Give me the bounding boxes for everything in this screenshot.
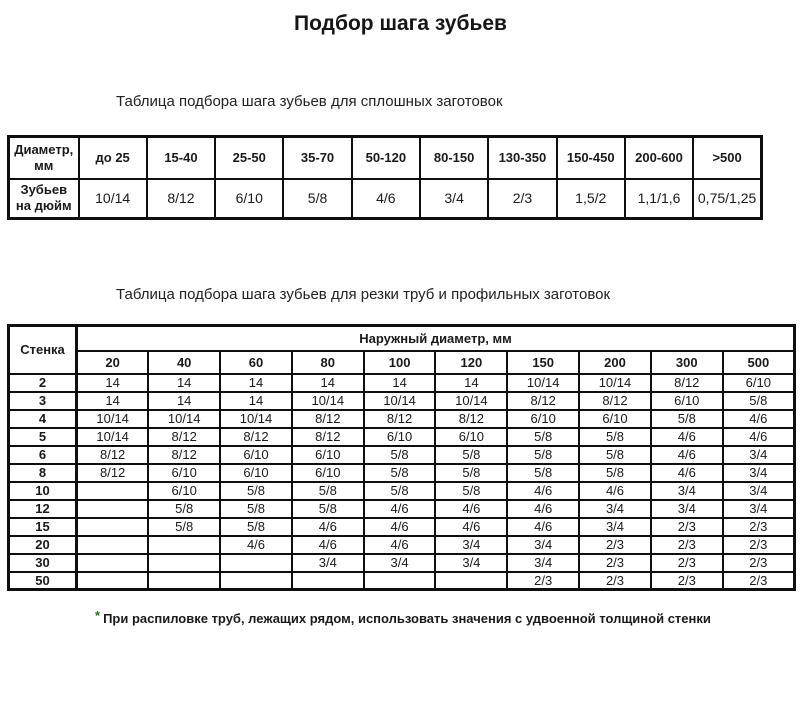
pitch-value-cell: 5/8 xyxy=(148,518,220,536)
pitch-value-cell: 4/6 xyxy=(435,518,507,536)
table-row xyxy=(9,518,795,536)
pitch-value-cell: 5/8 xyxy=(148,500,220,518)
diameter-range-header: 35-70 xyxy=(283,137,351,179)
pitch-value-cell: 2/3 xyxy=(723,536,795,554)
pitch-value-cell xyxy=(364,572,436,590)
wall-thickness-cell: 4 xyxy=(9,410,77,428)
pitch-value-cell: 5/8 xyxy=(364,446,436,464)
pitch-value-cell: 5/8 xyxy=(579,428,651,446)
pitch-value-cell: 4/6 xyxy=(292,518,364,536)
pitch-value-cell: 3/4 xyxy=(435,536,507,554)
outer-diameter-header: 300 xyxy=(651,351,723,374)
pitch-value-cell xyxy=(292,572,364,590)
wall-thickness-cell: 12 xyxy=(9,500,77,518)
pitch-value-cell xyxy=(220,554,292,572)
pitch-value-cell: 8/12 xyxy=(507,392,579,410)
pitch-value-cell: 8/12 xyxy=(77,464,149,482)
pitch-value-cell: 2/3 xyxy=(651,554,723,572)
pitch-value-cell: 3/4 xyxy=(292,554,364,572)
pitch-value-cell: 5/8 xyxy=(292,482,364,500)
table-row xyxy=(9,374,795,392)
pitch-value-cell: 2/3 xyxy=(507,572,579,590)
pitch-value-cell xyxy=(220,572,292,590)
tpi-value-cell: 5/8 xyxy=(283,179,351,219)
table-row xyxy=(9,572,795,590)
pitch-value-cell: 4/6 xyxy=(651,464,723,482)
pitch-value-cell: 4/6 xyxy=(507,482,579,500)
pitch-value-cell: 4/6 xyxy=(723,410,795,428)
table-row xyxy=(9,464,795,482)
pitch-value-cell: 2/3 xyxy=(579,536,651,554)
pitch-value-cell: 10/14 xyxy=(77,410,149,428)
tpi-value-cell: 2/3 xyxy=(488,179,556,219)
diameter-range-header: 25-50 xyxy=(215,137,283,179)
pitch-value-cell: 4/6 xyxy=(364,500,436,518)
pitch-value-cell xyxy=(77,482,149,500)
pitch-value-cell: 5/8 xyxy=(435,446,507,464)
pitch-value-cell: 6/10 xyxy=(507,410,579,428)
pitch-value-cell: 3/4 xyxy=(651,482,723,500)
outer-diameter-header: 150 xyxy=(507,351,579,374)
pitch-value-cell xyxy=(77,554,149,572)
pitch-value-cell: 4/6 xyxy=(220,536,292,554)
pitch-value-cell: 14 xyxy=(220,374,292,392)
tpi-value-cell: 3/4 xyxy=(420,179,488,219)
table-row xyxy=(9,179,762,219)
pitch-value-cell: 6/10 xyxy=(148,464,220,482)
pitch-value-cell xyxy=(148,572,220,590)
footnote xyxy=(95,608,801,626)
table-row xyxy=(9,482,795,500)
pitch-value-cell: 10/14 xyxy=(507,374,579,392)
tpi-value-cell: 0,75/1,25 xyxy=(693,179,761,219)
pitch-value-cell: 10/14 xyxy=(364,392,436,410)
tpi-value-cell: 4/6 xyxy=(352,179,420,219)
pitch-value-cell: 4/6 xyxy=(364,536,436,554)
footnote-text: При распиловке труб, лежащих рядом, использовать значения с удвоенной толщиной стенки xyxy=(103,611,711,626)
pitch-value-cell xyxy=(148,554,220,572)
pitch-value-cell: 8/12 xyxy=(292,410,364,428)
pitch-value-cell: 8/12 xyxy=(435,410,507,428)
outer-diameter-span-header: Наружный диаметр, мм xyxy=(77,326,795,351)
pitch-value-cell: 8/12 xyxy=(77,446,149,464)
table-row xyxy=(9,446,795,464)
wall-thickness-cell: 30 xyxy=(9,554,77,572)
pitch-value-cell: 2/3 xyxy=(579,572,651,590)
pitch-value-cell xyxy=(77,572,149,590)
diameter-range-header: 150-450 xyxy=(557,137,625,179)
pitch-value-cell: 3/4 xyxy=(507,554,579,572)
diameter-row-header: Диаметр, мм xyxy=(9,137,79,179)
table-row xyxy=(9,428,795,446)
pitch-value-cell: 3/4 xyxy=(723,482,795,500)
diameter-range-header: >500 xyxy=(693,137,761,179)
pitch-value-cell: 6/10 xyxy=(723,374,795,392)
diameter-range-header: до 25 xyxy=(79,137,147,179)
pitch-value-cell: 2/3 xyxy=(651,536,723,554)
pitch-value-cell: 8/12 xyxy=(148,428,220,446)
outer-diameter-header: 200 xyxy=(579,351,651,374)
tpi-value-cell: 1,1/1,6 xyxy=(625,179,693,219)
pitch-value-cell: 4/6 xyxy=(723,428,795,446)
solid-stock-table xyxy=(7,135,763,220)
pitch-value-cell: 10/14 xyxy=(292,392,364,410)
pitch-value-cell xyxy=(77,500,149,518)
outer-diameter-header: 80 xyxy=(292,351,364,374)
pitch-value-cell: 5/8 xyxy=(579,446,651,464)
page-title: Подбор шага зубьев xyxy=(294,12,507,35)
pitch-value-cell: 10/14 xyxy=(579,374,651,392)
pitch-value-cell: 6/10 xyxy=(148,482,220,500)
table-row xyxy=(9,536,795,554)
pitch-value-cell: 2/3 xyxy=(651,572,723,590)
footnote-asterisk: * xyxy=(95,608,101,623)
pitch-value-cell: 8/12 xyxy=(579,392,651,410)
pitch-value-cell: 8/12 xyxy=(148,446,220,464)
table-row xyxy=(9,500,795,518)
pitch-value-cell: 4/6 xyxy=(507,500,579,518)
pitch-value-cell xyxy=(435,572,507,590)
outer-diameter-header: 100 xyxy=(364,351,436,374)
pitch-value-cell: 3/4 xyxy=(364,554,436,572)
diameter-range-header: 200-600 xyxy=(625,137,693,179)
table1-caption: Таблица подбора шага зубьев для сплошных заготовок xyxy=(116,93,503,110)
pitch-value-cell: 5/8 xyxy=(220,518,292,536)
pitch-value-cell: 2/3 xyxy=(723,554,795,572)
pitch-value-cell: 4/6 xyxy=(651,446,723,464)
pitch-value-cell: 5/8 xyxy=(507,446,579,464)
outer-diameter-header: 20 xyxy=(77,351,149,374)
pitch-value-cell: 2/3 xyxy=(579,554,651,572)
pitch-value-cell: 3/4 xyxy=(579,518,651,536)
pitch-value-cell: 10/14 xyxy=(220,410,292,428)
wall-thickness-cell: 3 xyxy=(9,392,77,410)
pitch-value-cell: 8/12 xyxy=(292,428,364,446)
pitch-value-cell: 14 xyxy=(364,374,436,392)
wall-thickness-cell: 15 xyxy=(9,518,77,536)
pitch-value-cell: 3/4 xyxy=(507,536,579,554)
pitch-value-cell: 10/14 xyxy=(148,410,220,428)
pitch-value-cell: 4/6 xyxy=(579,482,651,500)
pitch-value-cell: 5/8 xyxy=(220,500,292,518)
pitch-value-cell: 6/10 xyxy=(651,392,723,410)
pitch-value-cell: 6/10 xyxy=(220,464,292,482)
pitch-value-cell: 3/4 xyxy=(435,554,507,572)
table2-caption: Таблица подбора шага зубьев для резки труб и профильных заготовок xyxy=(116,286,611,303)
pitch-value-cell: 4/6 xyxy=(651,428,723,446)
pitch-value-cell: 14 xyxy=(220,392,292,410)
pitch-value-cell: 4/6 xyxy=(364,518,436,536)
pitch-value-cell: 5/8 xyxy=(364,482,436,500)
wall-corner-header: Стенка xyxy=(9,326,77,374)
pitch-value-cell: 6/10 xyxy=(292,464,364,482)
pitch-value-cell: 5/8 xyxy=(579,464,651,482)
tpi-value-cell: 10/14 xyxy=(79,179,147,219)
table-row xyxy=(9,554,795,572)
outer-diameter-header: 500 xyxy=(723,351,795,374)
pitch-value-cell: 14 xyxy=(77,392,149,410)
pitch-value-cell xyxy=(148,536,220,554)
diameter-range-header: 130-350 xyxy=(488,137,556,179)
pitch-value-cell: 14 xyxy=(148,392,220,410)
pitch-value-cell: 5/8 xyxy=(651,410,723,428)
pitch-value-cell: 6/10 xyxy=(435,428,507,446)
pitch-value-cell: 3/4 xyxy=(723,464,795,482)
wall-thickness-cell: 10 xyxy=(9,482,77,500)
pitch-value-cell: 5/8 xyxy=(364,464,436,482)
pitch-value-cell: 5/8 xyxy=(435,482,507,500)
wall-thickness-cell: 20 xyxy=(9,536,77,554)
pitch-value-cell: 5/8 xyxy=(723,392,795,410)
pitch-value-cell: 4/6 xyxy=(292,536,364,554)
table-row xyxy=(9,410,795,428)
pitch-value-cell xyxy=(77,518,149,536)
tpi-value-cell: 1,5/2 xyxy=(557,179,625,219)
pitch-value-cell: 10/14 xyxy=(435,392,507,410)
wall-thickness-cell: 6 xyxy=(9,446,77,464)
pitch-value-cell: 2/3 xyxy=(723,572,795,590)
pitch-value-cell: 8/12 xyxy=(651,374,723,392)
wall-thickness-cell: 5 xyxy=(9,428,77,446)
pitch-value-cell: 5/8 xyxy=(220,482,292,500)
table-row xyxy=(9,137,762,179)
wall-thickness-cell: 2 xyxy=(9,374,77,392)
pitch-value-cell: 8/12 xyxy=(220,428,292,446)
pitch-value-cell: 5/8 xyxy=(435,464,507,482)
diameter-range-header: 15-40 xyxy=(147,137,215,179)
wall-thickness-cell: 8 xyxy=(9,464,77,482)
pitch-value-cell: 10/14 xyxy=(77,428,149,446)
pitch-value-cell: 4/6 xyxy=(507,518,579,536)
pitch-value-cell: 3/4 xyxy=(723,446,795,464)
outer-diameter-header: 40 xyxy=(148,351,220,374)
table-row xyxy=(9,351,795,374)
pitch-value-cell: 5/8 xyxy=(507,464,579,482)
tpi-value-cell: 8/12 xyxy=(147,179,215,219)
pitch-value-cell: 14 xyxy=(77,374,149,392)
tube-profile-table xyxy=(7,324,796,591)
table-row xyxy=(9,392,795,410)
pitch-value-cell: 5/8 xyxy=(507,428,579,446)
table-row xyxy=(9,326,795,351)
pitch-value-cell: 4/6 xyxy=(435,500,507,518)
pitch-value-cell: 14 xyxy=(292,374,364,392)
pitch-value-cell: 6/10 xyxy=(579,410,651,428)
outer-diameter-header: 120 xyxy=(435,351,507,374)
tpi-row-header: Зубьев на дюйм xyxy=(9,179,79,219)
diameter-range-header: 80-150 xyxy=(420,137,488,179)
pitch-value-cell: 6/10 xyxy=(292,446,364,464)
pitch-value-cell: 2/3 xyxy=(723,518,795,536)
pitch-value-cell xyxy=(77,536,149,554)
pitch-value-cell: 2/3 xyxy=(651,518,723,536)
pitch-value-cell: 3/4 xyxy=(579,500,651,518)
outer-diameter-header: 60 xyxy=(220,351,292,374)
pitch-value-cell: 3/4 xyxy=(651,500,723,518)
tpi-value-cell: 6/10 xyxy=(215,179,283,219)
pitch-value-cell: 14 xyxy=(148,374,220,392)
wall-thickness-cell: 50 xyxy=(9,572,77,590)
pitch-value-cell: 6/10 xyxy=(364,428,436,446)
pitch-value-cell: 3/4 xyxy=(723,500,795,518)
pitch-value-cell: 8/12 xyxy=(364,410,436,428)
pitch-value-cell: 14 xyxy=(435,374,507,392)
pitch-value-cell: 5/8 xyxy=(292,500,364,518)
diameter-range-header: 50-120 xyxy=(352,137,420,179)
pitch-value-cell: 6/10 xyxy=(220,446,292,464)
